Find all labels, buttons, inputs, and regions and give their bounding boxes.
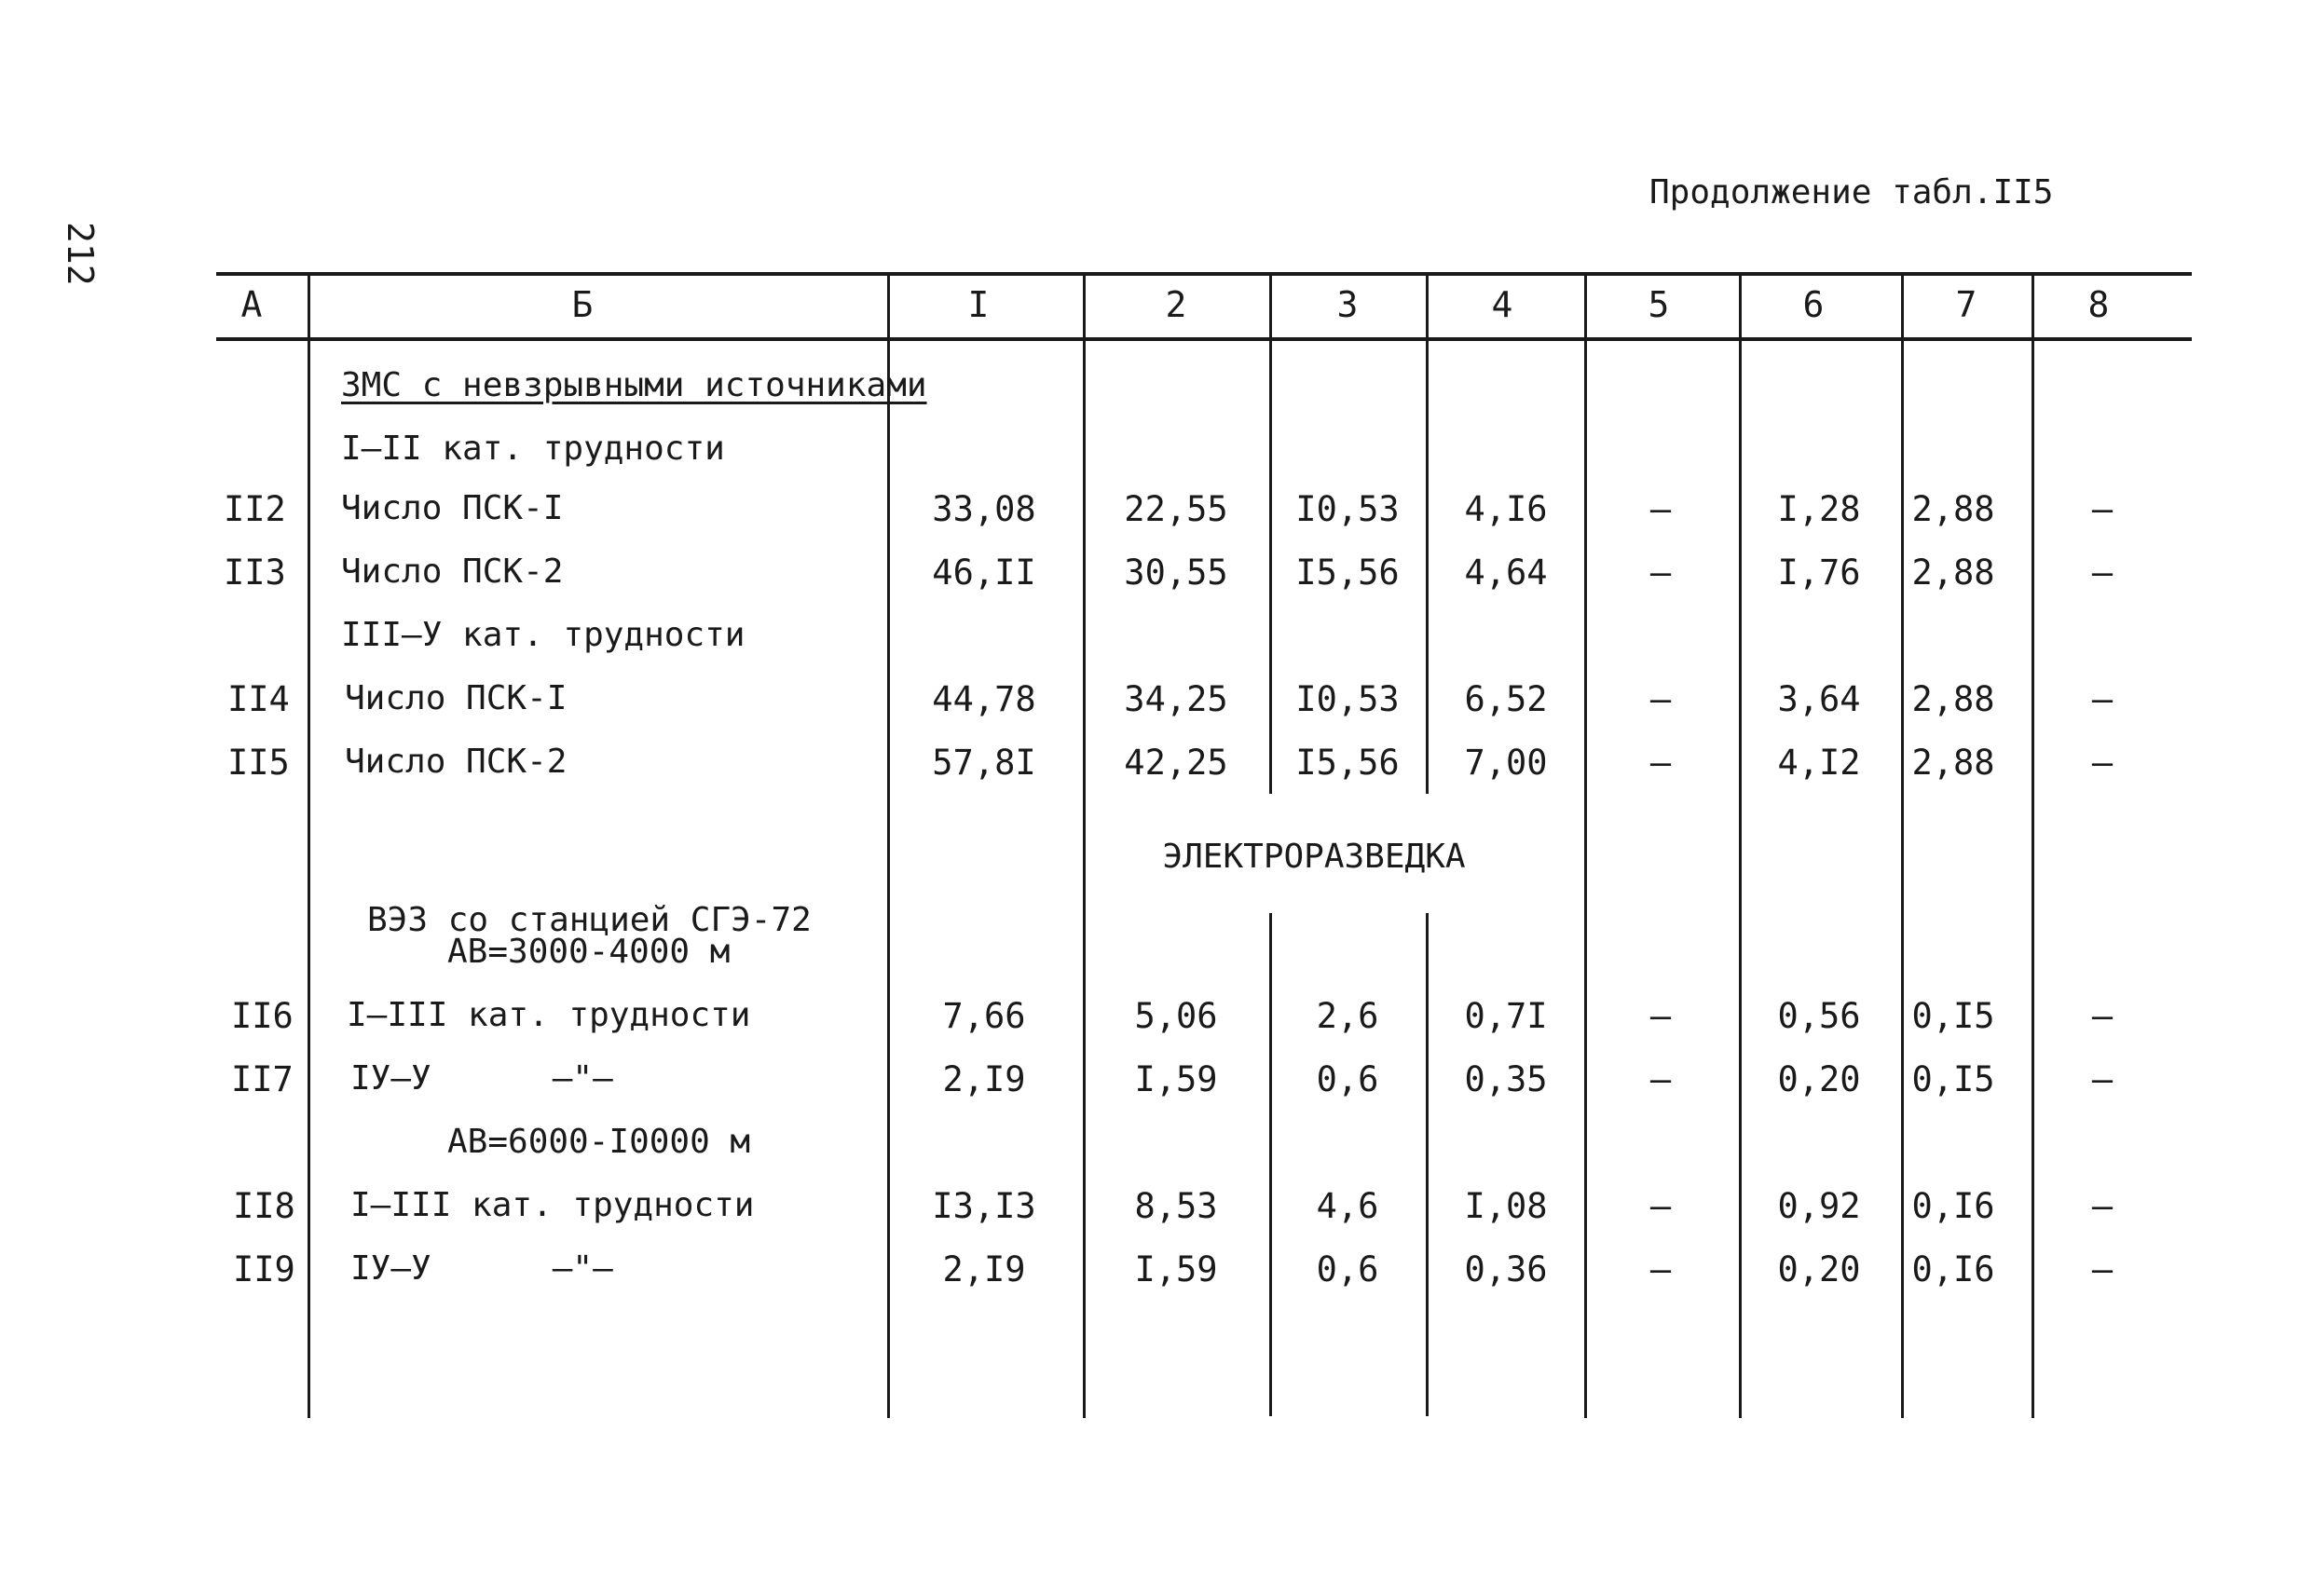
section-title-zms: ЗМС с невзрывными источниками <box>341 366 927 404</box>
table-cell: 0,I5 <box>1911 1059 1995 1099</box>
table-cell: 5,06 <box>1134 996 1218 1036</box>
col-header-3: 3 <box>1336 284 1359 325</box>
table-cell: 44,78 <box>932 679 1036 719</box>
row-label: Число ПСК-I <box>341 489 564 527</box>
row-number: II6 <box>231 996 294 1036</box>
table-cell: – <box>1649 489 1672 529</box>
table-cell: I,28 <box>1777 489 1861 529</box>
col-divider-3b <box>1426 913 1429 1416</box>
table-cell: 0,56 <box>1777 996 1861 1036</box>
row-label: I–III кат. трудности <box>350 1186 755 1224</box>
table-cell: 0,35 <box>1464 1059 1548 1099</box>
table-cell: I,08 <box>1464 1186 1548 1226</box>
table-cell: 2,88 <box>1911 743 1995 783</box>
col-divider-4 <box>1584 272 1587 1418</box>
col-divider-6 <box>1901 272 1904 1418</box>
section-subtitle-1: I–II кат. трудности <box>341 430 725 468</box>
table-cell: I5,56 <box>1295 552 1400 593</box>
table-cell: – <box>1649 679 1672 719</box>
table-cell: 3,64 <box>1777 679 1861 719</box>
row-number: II3 <box>224 552 286 593</box>
section-subtitle-2: III–У кат. трудности <box>341 616 746 654</box>
table-cell: 4,I2 <box>1777 743 1861 783</box>
table-cell: 7,66 <box>942 996 1026 1036</box>
table-cell: – <box>1649 552 1672 593</box>
col-divider-1 <box>1083 272 1086 1418</box>
ab-range-2: АВ=6000-I0000 м <box>447 1123 751 1161</box>
table-cell: 0,92 <box>1777 1186 1861 1226</box>
table-cell: I,59 <box>1134 1059 1218 1099</box>
table-cell: – <box>2091 1186 2114 1226</box>
table-cell: 30,55 <box>1124 552 1228 593</box>
table-cell: 42,25 <box>1124 743 1228 783</box>
ves-line-1: ВЭЗ со станцией СГЭ-72 <box>367 901 812 939</box>
table-cell: I,59 <box>1134 1249 1218 1289</box>
table-caption: Продолжение табл.II5 <box>1649 173 2054 211</box>
table-cell: 22,55 <box>1124 489 1228 529</box>
table-cell: 4,64 <box>1464 552 1548 593</box>
col-header-a: А <box>240 284 263 325</box>
table-cell: 8,53 <box>1134 1186 1218 1226</box>
col-header-5: 5 <box>1648 284 1670 325</box>
row-number: II8 <box>233 1186 295 1226</box>
table-cell: 0,36 <box>1464 1249 1548 1289</box>
section-title-electro: ЭЛЕКТРОРАЗВЕДКА <box>1162 838 1466 876</box>
table-cell: I0,53 <box>1295 679 1400 719</box>
table-cell: 2,88 <box>1911 489 1995 529</box>
table-cell: – <box>2091 1059 2114 1099</box>
row-number: II4 <box>227 679 290 719</box>
table-cell: 0,20 <box>1777 1059 1861 1099</box>
row-label: I–III кат. трудности <box>347 996 751 1034</box>
col-divider-7 <box>2032 272 2034 1418</box>
col-divider-3 <box>1426 272 1429 794</box>
table-cell: – <box>1649 996 1672 1036</box>
table-cell: – <box>2091 489 2114 529</box>
table-cell: 2,6 <box>1316 996 1379 1036</box>
row-number: II2 <box>224 489 286 529</box>
col-divider-2b <box>1269 913 1272 1416</box>
table-cell: 7,00 <box>1464 743 1548 783</box>
row-number: II9 <box>233 1249 295 1289</box>
ves-line-2: АВ=3000-4000 м <box>447 933 731 971</box>
table-cell: 46,II <box>932 552 1036 593</box>
col-header-2: 2 <box>1165 284 1187 325</box>
col-divider-a <box>308 272 310 1418</box>
table-cell: 0,7I <box>1464 996 1548 1036</box>
table-cell: – <box>1649 1186 1672 1226</box>
table-cell: I0,53 <box>1295 489 1400 529</box>
row-label: Число ПСК-I <box>345 679 568 717</box>
table-cell: 6,52 <box>1464 679 1548 719</box>
table-cell: 0,I5 <box>1911 996 1995 1036</box>
table-cell: – <box>2091 679 2114 719</box>
table-cell: – <box>1649 1249 1672 1289</box>
col-divider-2 <box>1269 272 1272 794</box>
table-cell: 0,6 <box>1316 1059 1379 1099</box>
table-cell: – <box>2091 996 2114 1036</box>
table-cell: 2,I9 <box>942 1059 1026 1099</box>
table-cell: 0,I6 <box>1911 1249 1995 1289</box>
row-number: II5 <box>227 743 290 783</box>
page-number: 212 <box>60 222 101 286</box>
row-label: IУ–У –"– <box>350 1059 613 1098</box>
table-cell: 4,6 <box>1316 1186 1379 1226</box>
table-cell: 0,6 <box>1316 1249 1379 1289</box>
table-cell: I5,56 <box>1295 743 1400 783</box>
table-cell: – <box>1649 743 1672 783</box>
table-cell: 2,88 <box>1911 679 1995 719</box>
col-header-1: I <box>967 284 990 325</box>
table-cell: – <box>1649 1059 1672 1099</box>
table-top-rule <box>216 272 2192 276</box>
col-header-7: 7 <box>1955 284 1977 325</box>
table-cell: 57,8I <box>932 743 1036 783</box>
table-cell: 2,I9 <box>942 1249 1026 1289</box>
table-header-rule <box>216 337 2192 341</box>
row-label: Число ПСК-2 <box>341 552 564 591</box>
col-header-4: 4 <box>1491 284 1513 325</box>
table-cell: 0,I6 <box>1911 1186 1995 1226</box>
table-cell: 0,20 <box>1777 1249 1861 1289</box>
table-cell: 2,88 <box>1911 552 1995 593</box>
table-cell: – <box>2091 743 2114 783</box>
col-header-b: Б <box>571 284 594 325</box>
row-number: II7 <box>231 1059 294 1099</box>
row-label: Число ПСК-2 <box>345 743 568 781</box>
table-cell: – <box>2091 1249 2114 1289</box>
table-cell: I3,I3 <box>932 1186 1036 1226</box>
col-divider-5 <box>1739 272 1742 1418</box>
table-cell: 33,08 <box>932 489 1036 529</box>
col-header-6: 6 <box>1802 284 1825 325</box>
table-cell: I,76 <box>1777 552 1861 593</box>
table-cell: 4,I6 <box>1464 489 1548 529</box>
row-label: IУ–У –"– <box>350 1249 613 1288</box>
col-header-8: 8 <box>2087 284 2110 325</box>
col-divider-b <box>887 272 890 1418</box>
table-cell: 34,25 <box>1124 679 1228 719</box>
table-cell: – <box>2091 552 2114 593</box>
